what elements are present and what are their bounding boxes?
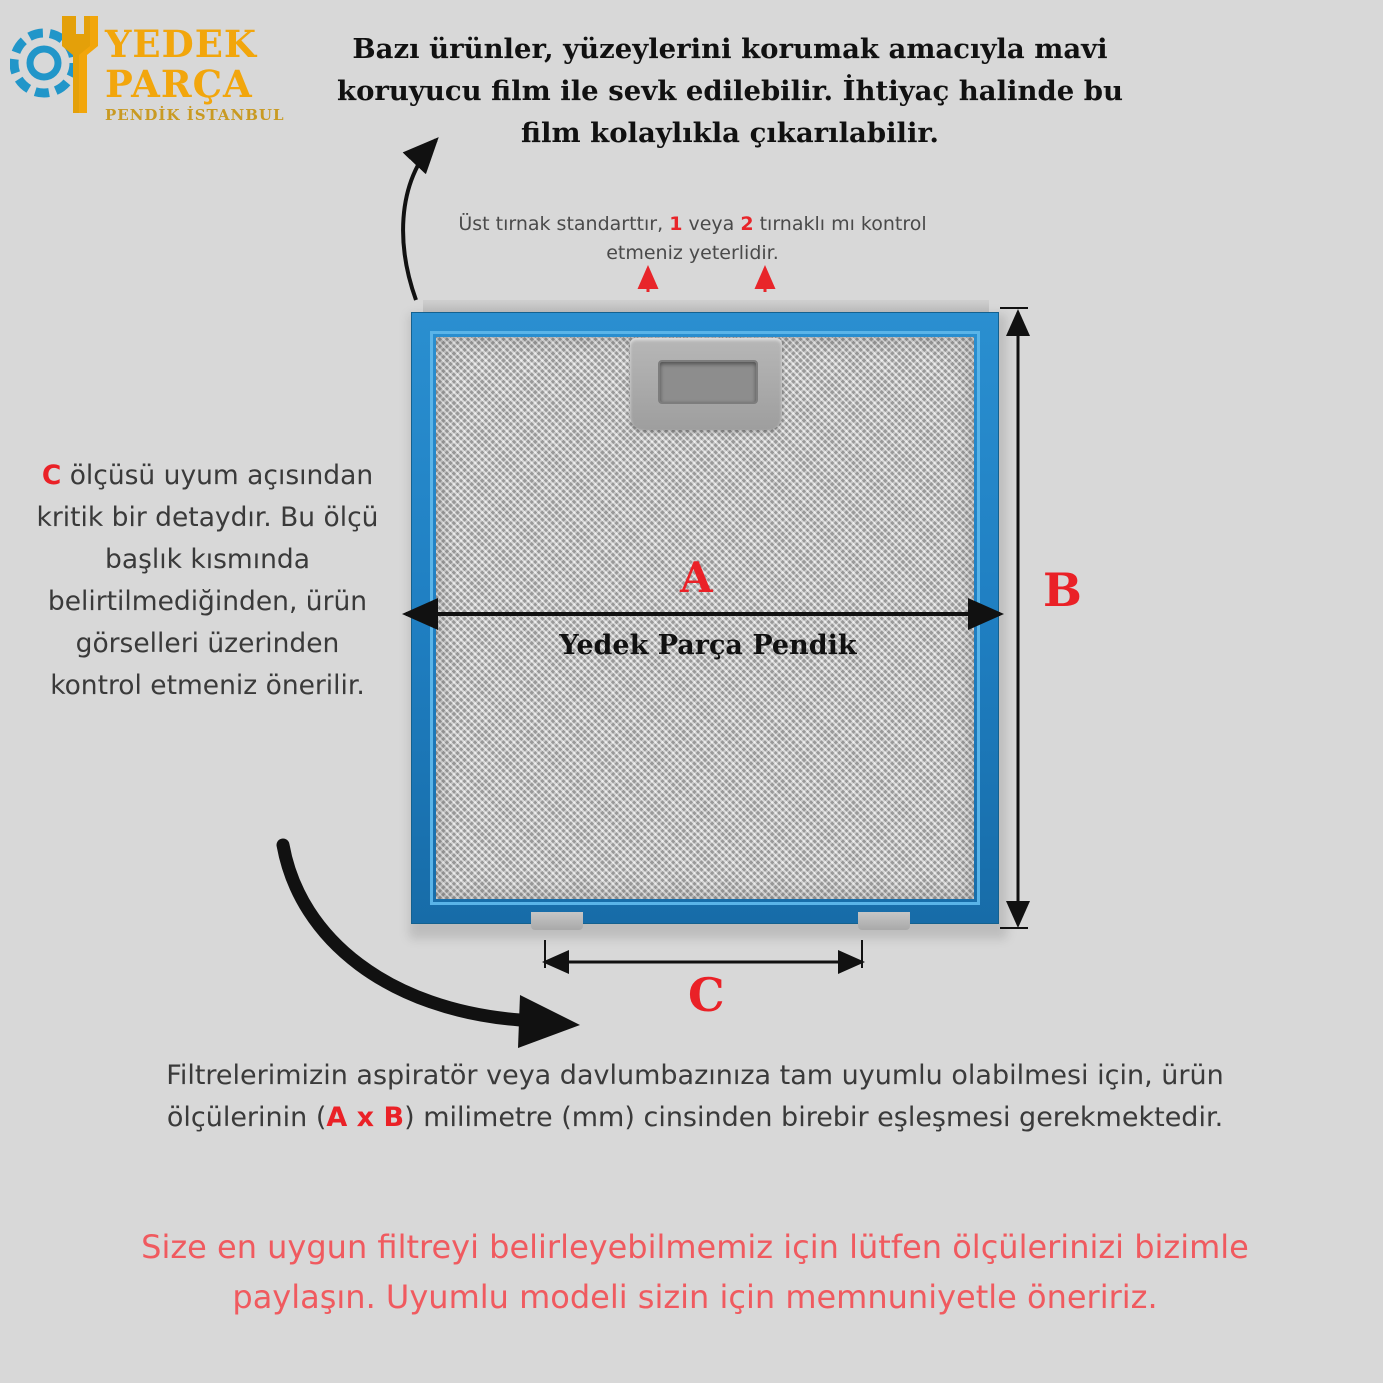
filter-handle-slot xyxy=(658,360,758,404)
filter-handle xyxy=(630,338,782,430)
compatibility-note-ab: A x B xyxy=(326,1102,405,1133)
logo-line-2: PARÇA xyxy=(105,62,253,106)
tab-count-note xyxy=(455,210,930,268)
mesh-watermark: Yedek Parça Pendik xyxy=(559,630,857,661)
tab-note-part1: Üst tırnak standarttır, xyxy=(458,213,670,235)
top-protective-film-note: Bazı ürünler, yüzeylerini korumak amacıyla mavi koruyucu film ile sevk edilebilir. İhtiyaç halinde bu film kolaylıkla çıkarılabilir. xyxy=(337,33,1123,149)
arrow-head-bottom-note xyxy=(518,995,580,1048)
compatibility-note-part2: ) milimetre (mm) cinsinden birebir eşleşmesi gerekmektedir. xyxy=(404,1102,1224,1133)
brand-logo xyxy=(10,8,310,133)
wrench-gear-icon xyxy=(10,8,105,128)
arrow-to-top-note xyxy=(403,140,436,300)
tab-note-part2: veya xyxy=(682,213,741,235)
dimension-label-c: C xyxy=(688,968,725,1022)
logo-line-1: YEDEK xyxy=(105,22,258,66)
filter-bottom-tab-right xyxy=(858,912,910,930)
tab-note-part3: tırnaklı mı kontrol etmeniz yeterlidir. xyxy=(606,213,927,264)
dimension-label-b: B xyxy=(1043,563,1082,617)
filter-bottom-tab-left xyxy=(531,912,583,930)
c-measure-marker: C xyxy=(41,460,62,491)
c-measure-text: ölçüsü uyum açısından kritik bir detaydır. Bu ölçü başlık kısmında belirtilmediğinden, ürün görselleri üzerinden kontrol etmeniz önerilir. xyxy=(36,460,379,701)
c-measure-note xyxy=(35,455,380,707)
tab-note-num2: 2 xyxy=(740,213,754,235)
dimension-label-a: A xyxy=(680,553,713,602)
call-to-action-note: Size en uygun filtreyi belirleyebilmemiz için lütfen ölçülerinizi bizimle paylaşın. Uyumlu modeli sizin için memnuniyetle öneririz. xyxy=(141,1228,1249,1316)
logo-subtitle: PENDİK İSTANBUL xyxy=(105,106,285,124)
tab-note-num1: 1 xyxy=(669,213,683,235)
compatibility-note xyxy=(110,1055,1280,1139)
grease-filter-illustration xyxy=(403,300,1013,950)
compatibility-note-part1: Filtrelerimizin aspiratör veya davlumbazınıza tam uyumlu olabilmesi için, ürün ölçülerinin ( xyxy=(166,1060,1224,1133)
